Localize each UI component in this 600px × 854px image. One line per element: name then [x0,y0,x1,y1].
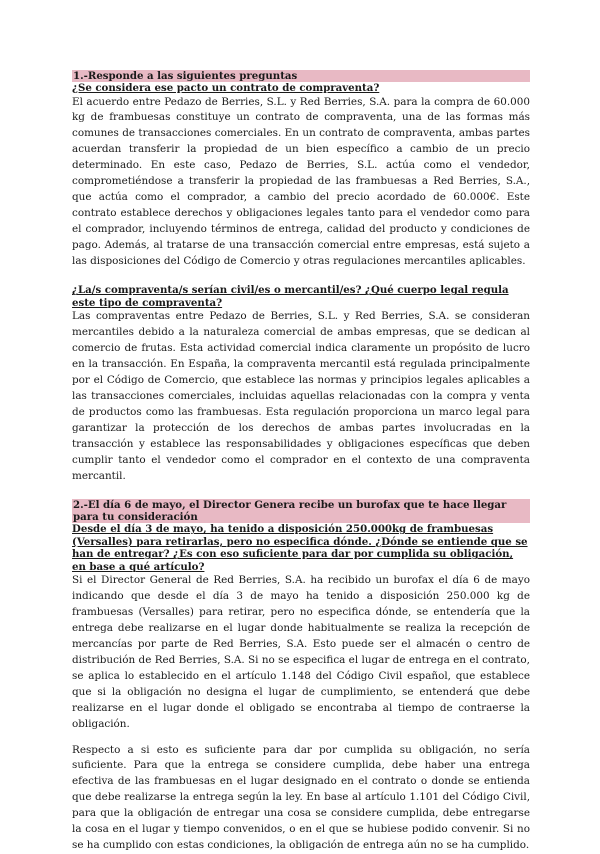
document-content [72,70,530,854]
answer-1-1: El acuerdo entre Pedazo de Berries, S.L. y Red Berries, S.A. para la compra de 60.000 kg de frambuesas constituye un contrato de compraventa, una de las formas más comunes de transacciones comerciales. En un contrato de compraventa, ambas partes acuerdan transferir la propiedad de un bien específico a cambio de un precio determinado. En este caso, Pedazo de Berries, S.L. actúa como el vendedor, comprometiéndose a transferir la propiedad de las frambuesas a Red Berries, S.A., que actúa como el comprador, a cambio del precio acordado de 60.000€. Este contrato establece derechos y obligaciones legales tanto para el vendedor como para el comprador, incluyendo términos de entrega, calidad del producto y condiciones de pago. Además, al tratarse de una transacción comercial entre empresas, está sujeto a las disposiciones del Código de Comercio y otras regulaciones mercantiles aplicables. [72,95,530,267]
section-2-heading: 2.-El día 6 de mayo, el Director Genera recibe un burofax que te hace llegar para tu consideración [72,499,530,523]
question-2-1: Desde el día 3 de mayo, ha tenido a disposición 250.000kg de frambuesas (Versalles) para retirarlas, pero no especifica dónde. ¿Dónde se entiende que se han de entregar? ¿Es con eso suficiente para dar por cumplida su obligación, en base a qué artículo? [72,523,528,573]
question-1-2: ¿La/s compraventa/s serían civil/es o mercantil/es? ¿Qué cuerpo legal regula este tipo de compraventa? [72,284,509,309]
question-1-1: ¿Se considera ese pacto un contrato de compraventa? [72,82,380,94]
answer-1-2: Las compraventas entre Pedazo de Berries, S.L. y Red Berries, S.A. se consideran mercantiles debido a la naturaleza comercial de ambas empresas, que se dedican al comercio de frutas. Esta actividad comercial indica claramente un propósito de lucro en la transacción. En España, la compraventa mercantil está regulada principalmente por el Código de Comercio, que establece las normas y principios legales aplicables a las transacciones comerciales, incluidas aquellas relacionadas con la compra y venta de productos como las frambuesas. Esta regulación proporciona un marco legal para garantizar la protección de los derechos de ambas partes involucradas en la transacción y establece las responsabilidades y obligaciones específicas que deben cumplir tanto el vendedor como el comprador en el contexto de una compraventa mercantil. [72,310,530,482]
answer-2-1-paragraph-1: Si el Director General de Red Berries, S.A. ha recibido un burofax el día 6 de mayo indicando que desde el día 3 de mayo ha tenido a disposición 250.000 kg de frambuesas (Versalles) para retirar, pero no especifica dónde, se entendería que la entrega debe realizarse en el lugar donde habitualmente se realiza la recepción de mercancías por parte de Red Berries, S.A. Esto puede ser el almacén o centro de distribución de Red Berries, S.A. Si no se especifica el lugar de entrega en el contrato, se aplica lo establecido en el artículo 1.148 del Código Civil español, que establece que si la obligación no designa el lugar de cumplimiento, se entenderá que debe realizarse en el lugar donde el obligado se encontraba al tiempo de contraerse la obligación. [72,574,530,730]
answer-2-1-paragraph-2: Respecto a si esto es suficiente para dar por cumplida su obligación, no sería suficiente. Para que la entrega se considere cumplida, debe haber una entrega efectiva de las frambuesas en el lugar designado en el contrato o donde se entienda que debe realizarse la entrega según la ley. En base al artículo 1.101 del Código Civil, para que la obligación de entregar una cosa se considere cumplida, debe entregarse la cosa en el lugar y tiempo convenidos, o en el que se hubiese podido convenir. Si no se ha cumplido con estas condiciones, la obligación de entrega aún no se ha cumplido. [72,743,530,851]
section-1-heading: 1.-Responde a las siguientes preguntas [72,70,530,82]
